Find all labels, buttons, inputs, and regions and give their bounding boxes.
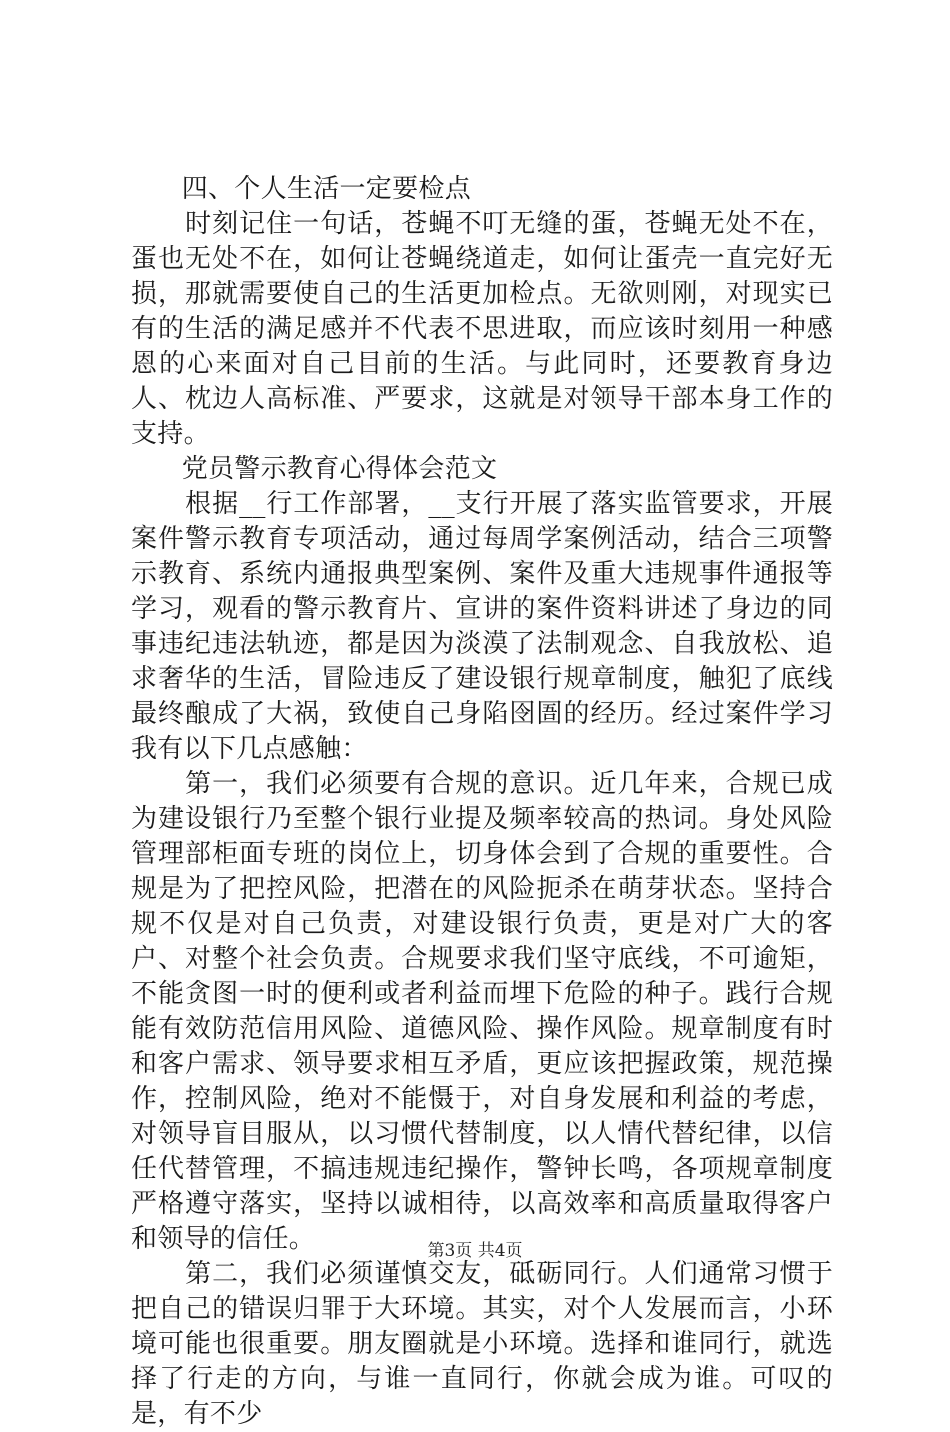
- section-heading-personal-life: 四、个人生活一定要检点: [181, 174, 471, 204]
- paragraph-friendship: 第二，我们必须谨慎交友，砥砺同行。人们通常习惯于把自己的错误归罪于大环境。其实，对个人发展而言，小环境可能也很重要。朋友圈就是小环境。选择和谁同行，就选择了行走的方向，与谁一直同行，你就会成为谁。可叹的是，有不少: [131, 1259, 833, 1429]
- paragraph-compliance: 第一，我们必须要有合规的意识。近几年来，合规已成为建设银行乃至整个银行业提及频率较高的热词。身处风险管理部柜面专班的岗位上，切身体会到了合规的重要性。合规是为了把控风险，把潜在的风险扼杀在萌芽状态。坚持合规不仅是对自己负责，对建设银行负责，更是对广大的客户、对整个社会负责。合规要求我们坚守底线，不可逾矩，不能贪图一时的便利或者利益而埋下危险的种子。践行合规能有效防范信用风险、道德风险、操作风险。规章制度有时和客户需求、领导要求相互矛盾，更应该把握政策，规范操作，控制风险，绝对不能慑于，对自身发展和利益的考虑，对领导盲目服从，以习惯代替制度，以人情代替纪律，以信任代替管理，不搞违规违纪操作，警钟长鸣，各项规章制度严格遵守落实，坚持以诚相待，以高效率和高质量取得客户和领导的信任。: [131, 769, 833, 1254]
- paragraph-intro: 根据__行工作部署，__支行开展了落实监管要求，开展案件警示教育专项活动，通过每周学案例活动，结合三项警示教育、系统内通报典型案例、案件及重大违规事件通报等学习，观看的警示教育片、宣讲的案件资料讲述了身边的同事违纪违法轨迹，都是因为淡漠了法制观念、自我放松、追求奢华的生活，冒险违反了建设银行规章制度，触犯了底线最终酿成了大祸，致使自己身陷囹圄的经历。经过案件学习我有以下几点感触：: [131, 489, 833, 764]
- page-footer: 第3页 共4页: [427, 1241, 523, 1261]
- section-heading-essay-title: 党员警示教育心得体会范文: [181, 454, 498, 484]
- paragraph-personal-life: 时刻记住一句话，苍蝇不叮无缝的蛋，苍蝇无处不在，蛋也无处不在，如何让苍蝇绕道走，如何让蛋壳一直完好无损，那就需要使自己的生活更加检点。无欲则刚，对现实已有的生活的满足感并不代表不思进取，而应该时刻用一种感恩的心来面对自己目前的生活。与此同时，还要教育身边人、枕边人高标准、严要求，这就是对领导干部本身工作的支持。: [131, 209, 833, 449]
